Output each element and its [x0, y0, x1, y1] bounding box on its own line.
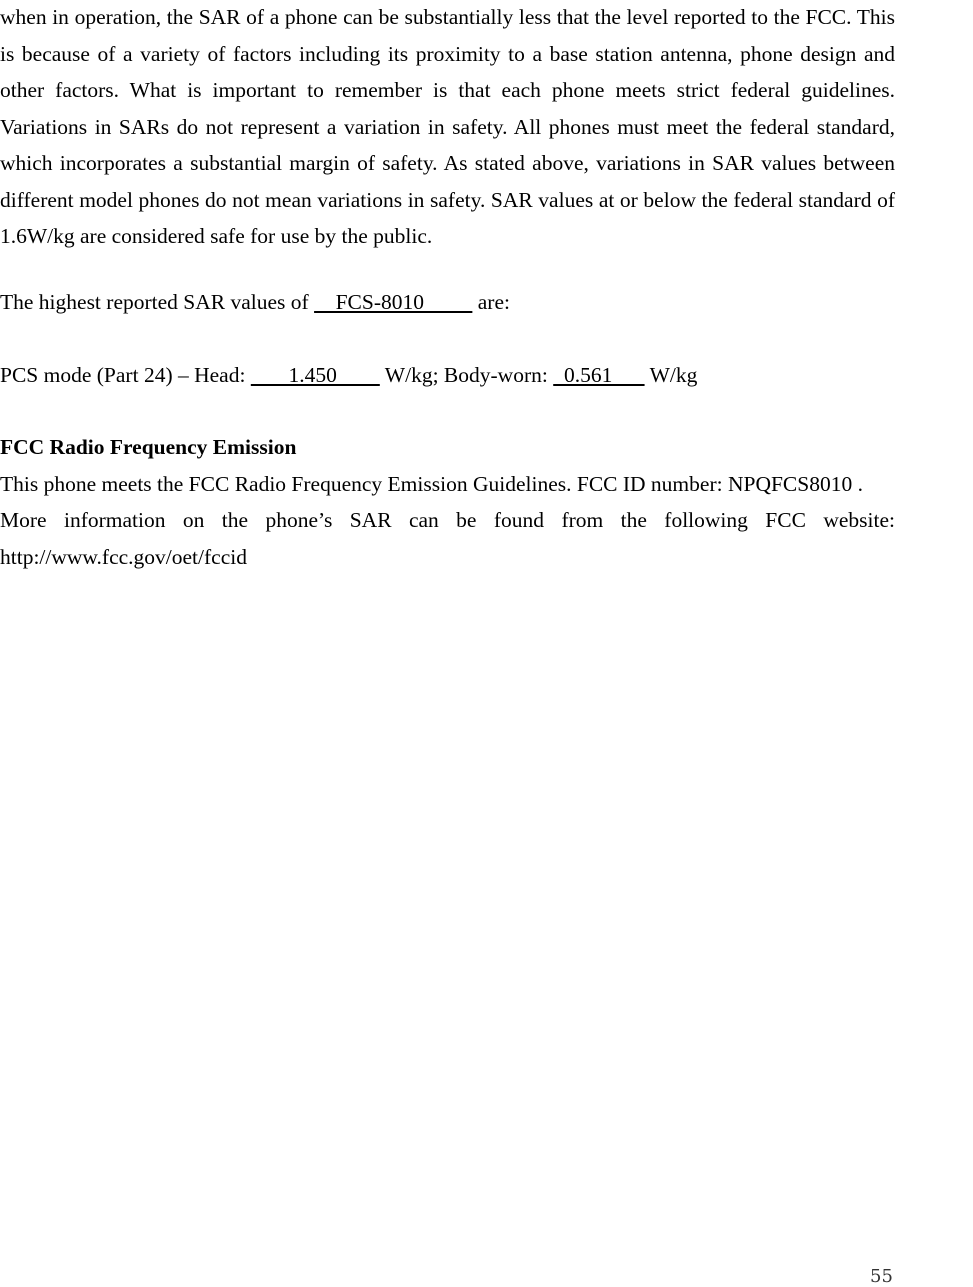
body-sar-value: 0.561 — [553, 363, 645, 387]
highest-sar-line — [0, 284, 510, 320]
fcc-id-paragraph: This phone meets the FCC Radio Frequency Emission Guidelines. FCC ID number: NPQFCS8010 . — [0, 472, 863, 496]
label: PCS mode (Part 24) – Head: — [0, 363, 251, 387]
section-heading: FCC Radio Frequency Emission — [0, 435, 297, 459]
label: are: — [472, 290, 510, 314]
label: W/kg; Body-worn: — [379, 363, 554, 387]
label: W/kg — [644, 363, 698, 387]
sar-paragraph: when in operation, the SAR of a phone can be substantially less that the level reported to the FCC. This is because of a variety of factors including its proximity to a base station antenna, phone design and other factors. What is important to remember is that each phone meets strict federal guidelines. Variations in SARs do not represent a variation in safety. All phones must meet the federal standard, which incorporates a substantial margin of safety. As stated above, variations in SAR values between different model phones do not mean variations in safety. SAR values at or below the federal standard of 1.6W/kg are considered safe for use by the public. — [0, 5, 895, 248]
label: The highest reported SAR values of — [0, 290, 315, 314]
pcs-sar-line — [0, 357, 697, 393]
head-sar-value: 1.450 — [250, 363, 380, 387]
model-value: FCS-8010 — [314, 290, 473, 314]
more-info-paragraph: More information on the phone’s SAR can be found from the following FCC website: http://www.fcc.gov/oet/fccid — [0, 508, 895, 569]
page-number: 55 — [870, 1266, 893, 1287]
